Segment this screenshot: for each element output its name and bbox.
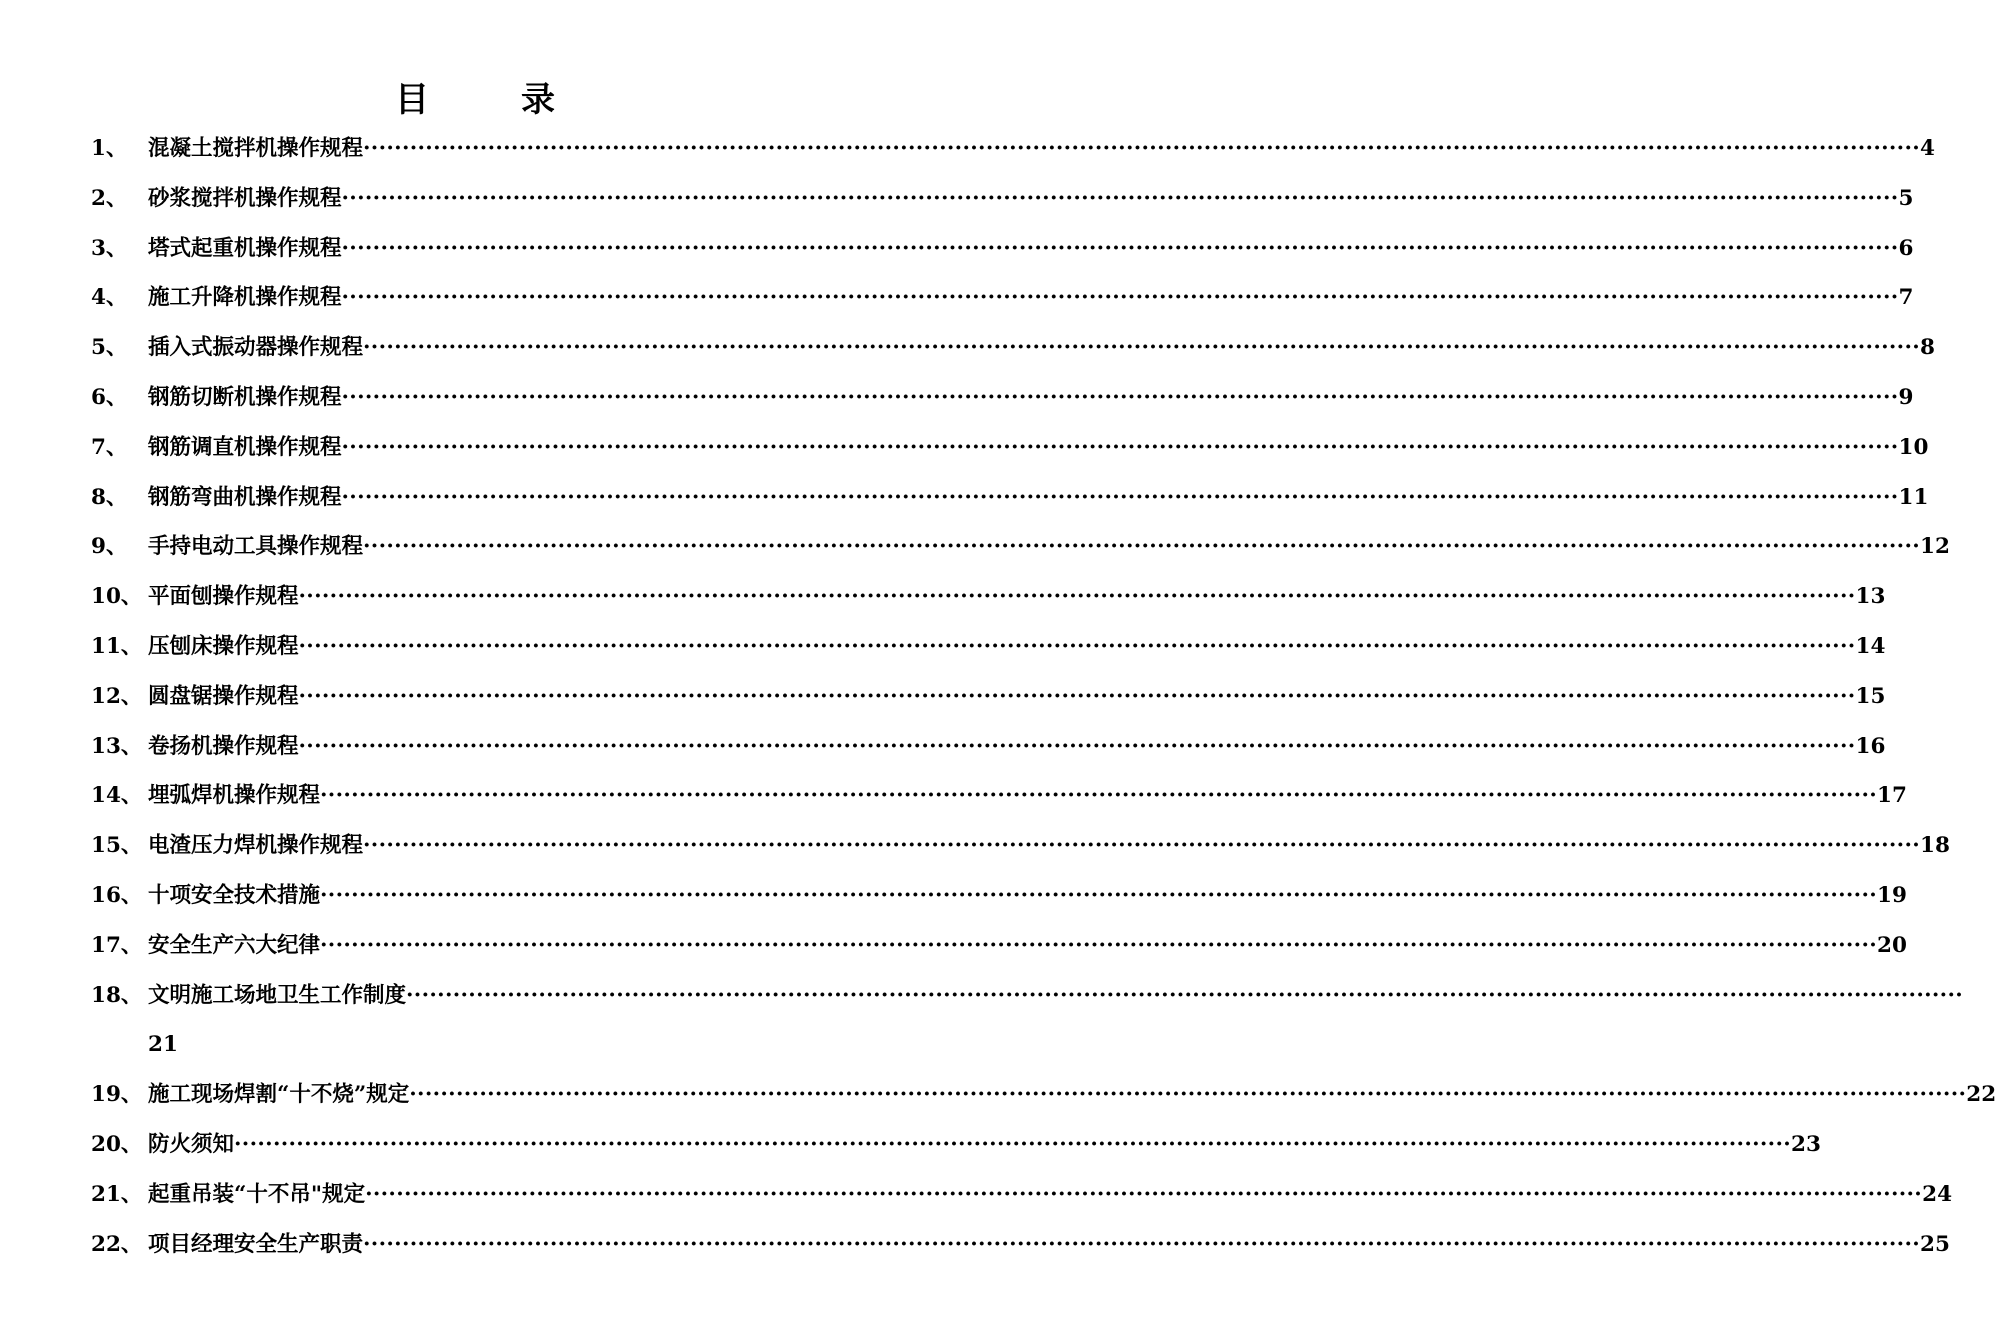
toc-entry-label: 砂浆搅拌机操作规程 (148, 185, 342, 211)
toc-row (0, 323, 1936, 373)
dot-leader: ········································································································································································································ (341, 434, 1899, 460)
toc-entry[interactable] (148, 971, 1964, 1021)
toc-entry[interactable] (148, 373, 1914, 423)
toc-entry-number: 12、 (91, 683, 143, 709)
toc-row (0, 722, 1886, 772)
toc-entry-number: 20、 (91, 1131, 143, 1157)
dot-leader: ········································································································································································································ (406, 982, 1964, 1008)
toc-entry[interactable] (148, 124, 1936, 174)
toc-entry[interactable] (148, 771, 1907, 821)
toc-row (0, 1070, 1996, 1120)
toc-entry-page-number: 20 (1877, 932, 1907, 958)
toc-entry-number: 17、 (91, 932, 143, 958)
toc-entry-label: 压刨床操作规程 (148, 633, 299, 659)
dot-leader: ········································································································································································································ (320, 932, 1878, 958)
toc-entry[interactable] (148, 522, 1950, 572)
toc-entry-page-number: 25 (1920, 1231, 1950, 1257)
toc-entry-number: 22、 (91, 1231, 143, 1257)
toc-entry-label: 施工现场焊割“十不烧”规定 (148, 1082, 410, 1108)
toc-entry-label: 混凝土搅拌机操作规程 (148, 136, 364, 161)
dot-leader: ········································································································································································································ (363, 335, 1921, 361)
toc-entry-label: 电渣压力焊机操作规程 (148, 833, 364, 859)
toc-entry-page-number: 14 (1855, 633, 1886, 659)
toc-entry-label: 手持电动工具操作规程 (148, 534, 364, 560)
toc-entry-page-number: 5 (1898, 185, 1914, 211)
toc-entry[interactable] (148, 1170, 1953, 1220)
dot-leader: ········································································································································································································ (320, 882, 1878, 908)
toc-entry-page-number: 10 (1898, 434, 1929, 460)
toc-entry-number: 3、 (91, 235, 128, 261)
toc-entry-number: 5、 (91, 335, 128, 361)
dot-leader: ········································································································································································································ (234, 1131, 1792, 1157)
toc-entry-number: 7、 (91, 434, 128, 460)
toc-entry-page-number: 21 (148, 1032, 178, 1058)
toc-entry-page-number: 13 (1855, 584, 1886, 610)
toc-entry[interactable] (148, 423, 1929, 473)
toc-entry-number: 9、 (91, 534, 128, 560)
toc-entry-page-number: 24 (1922, 1181, 1953, 1207)
dot-leader: ········································································································································································································ (341, 384, 1899, 410)
toc-row (0, 771, 1907, 821)
toc-entry[interactable] (148, 1070, 1996, 1120)
toc-row (0, 971, 1964, 1021)
toc-entry-label: 钢筋切断机操作规程 (148, 384, 342, 410)
toc-row (0, 522, 1950, 572)
toc-entry[interactable] (148, 821, 1950, 871)
toc-entry[interactable] (148, 473, 1929, 523)
toc-entry-number: 11、 (91, 633, 143, 659)
dot-leader: ········································································································································································································ (363, 833, 1921, 859)
toc-entry-number: 8、 (91, 484, 128, 510)
dot-leader: ········································································································································································································ (365, 1181, 1923, 1207)
toc-entry-label: 安全生产六大纪律 (148, 932, 321, 958)
toc-entry[interactable] (148, 273, 1914, 323)
toc-entry-label: 防火须知 (148, 1131, 235, 1157)
toc-entry-number: 2、 (91, 185, 128, 211)
toc-entry-label: 钢筋弯曲机操作规程 (148, 484, 342, 510)
toc-entry-page-number: 4 (1920, 136, 1936, 161)
toc-entry-page-number: 18 (1920, 833, 1950, 859)
toc-entry-number: 6、 (91, 384, 128, 410)
toc-entry-number: 1、 (91, 136, 128, 161)
toc-entry-number: 19、 (91, 1082, 143, 1108)
dot-leader: ········································································································································································································ (363, 1231, 1921, 1257)
toc-entry-page-number: 19 (1877, 882, 1907, 908)
toc-entry-number: 15、 (91, 833, 143, 859)
toc-row (0, 1220, 1950, 1270)
toc-row (0, 473, 1929, 523)
toc-row (0, 224, 1914, 274)
toc-entry-page-number: 11 (1898, 484, 1929, 510)
toc-entry[interactable] (148, 572, 1886, 622)
toc-entry-page-number: 16 (1855, 733, 1886, 759)
toc-entry-label: 卷扬机操作规程 (148, 733, 299, 759)
toc-row (0, 423, 1929, 473)
toc-entry-number: 18、 (91, 982, 143, 1008)
toc-entry-page-number: 7 (1898, 285, 1914, 311)
toc-entry-label: 文明施工场地卫生工作制度 (148, 982, 407, 1008)
dot-leader: ········································································································································································································ (298, 633, 1856, 659)
toc-entry-number: 13、 (91, 733, 143, 759)
toc-entry-page-number: 17 (1877, 783, 1907, 809)
toc-entry-label: 圆盘锯操作规程 (148, 683, 299, 709)
toc-entry[interactable] (148, 622, 1886, 672)
toc-row (0, 273, 1914, 323)
toc-row (0, 821, 1950, 871)
toc-row (0, 572, 1886, 622)
toc-row (0, 1120, 1821, 1170)
dot-leader: ········································································································································································································ (363, 136, 1921, 161)
toc-entry-page-number: 12 (1920, 534, 1950, 560)
dot-leader: ········································································································································································································ (298, 683, 1856, 709)
toc-row (0, 1170, 1953, 1220)
dot-leader: ········································································································································································································ (341, 185, 1899, 211)
toc-entry-label: 起重吊装“十不吊"规定 (148, 1181, 366, 1207)
toc-row (0, 672, 1886, 722)
toc-list (0, 124, 1996, 1269)
toc-entry[interactable] (148, 1220, 1950, 1270)
toc-entry-label: 塔式起重机操作规程 (148, 235, 342, 261)
toc-entry-number: 4、 (91, 285, 128, 311)
dot-leader: ········································································································································································································ (341, 235, 1899, 261)
page-title (0, 78, 950, 122)
toc-row (0, 921, 1907, 971)
toc-entry-label: 插入式振动器操作规程 (148, 335, 364, 361)
toc-entry[interactable] (148, 871, 1907, 921)
toc-entry-page-number: 22 (1966, 1082, 1996, 1108)
toc-row (0, 373, 1914, 423)
toc-row (0, 622, 1886, 672)
toc-row (0, 174, 1914, 224)
dot-leader: ········································································································································································································ (341, 484, 1899, 510)
toc-entry-number: 21、 (91, 1181, 143, 1207)
toc-entry-label: 十项安全技术措施 (148, 882, 321, 908)
toc-entry-number: 10、 (91, 584, 143, 610)
dot-leader: ········································································································································································································ (409, 1082, 1967, 1108)
toc-entry[interactable] (148, 174, 1914, 224)
dot-leader: ········································································································································································································ (341, 285, 1899, 311)
toc-entry-number: 14、 (91, 783, 143, 809)
toc-row (0, 124, 1936, 174)
toc-entry[interactable] (148, 672, 1886, 722)
toc-entry-page-number: 15 (1855, 683, 1886, 709)
toc-entry[interactable] (148, 323, 1936, 373)
toc-row-continuation (0, 1020, 950, 1070)
toc-entry[interactable] (148, 224, 1914, 274)
toc-entry-label: 施工升降机操作规程 (148, 285, 342, 311)
toc-entry-label: 项目经理安全生产职责 (148, 1231, 364, 1257)
toc-entry-number: 16、 (91, 882, 143, 908)
toc-entry-label: 埋弧焊机操作规程 (148, 783, 321, 809)
title-char-1: 目 (395, 80, 429, 120)
toc-entry-page-number: 6 (1898, 235, 1914, 261)
toc-row (0, 871, 1907, 921)
dot-leader: ········································································································································································································ (320, 783, 1878, 809)
dot-leader: ········································································································································································································ (298, 733, 1856, 759)
toc-entry[interactable] (148, 722, 1886, 772)
toc-entry-label: 钢筋调直机操作规程 (148, 434, 342, 460)
toc-entry-label: 平面刨操作规程 (148, 584, 299, 610)
dot-leader: ········································································································································································································ (363, 534, 1921, 560)
toc-entry-page-number: 8 (1920, 335, 1936, 361)
toc-entry[interactable] (148, 921, 1907, 971)
dot-leader: ········································································································································································································ (298, 584, 1856, 610)
title-char-2: 录 (521, 80, 555, 120)
toc-entry-page-number: 9 (1898, 384, 1914, 410)
toc-entry-page-number: 23 (1791, 1131, 1821, 1157)
toc-entry[interactable] (148, 1120, 1821, 1170)
